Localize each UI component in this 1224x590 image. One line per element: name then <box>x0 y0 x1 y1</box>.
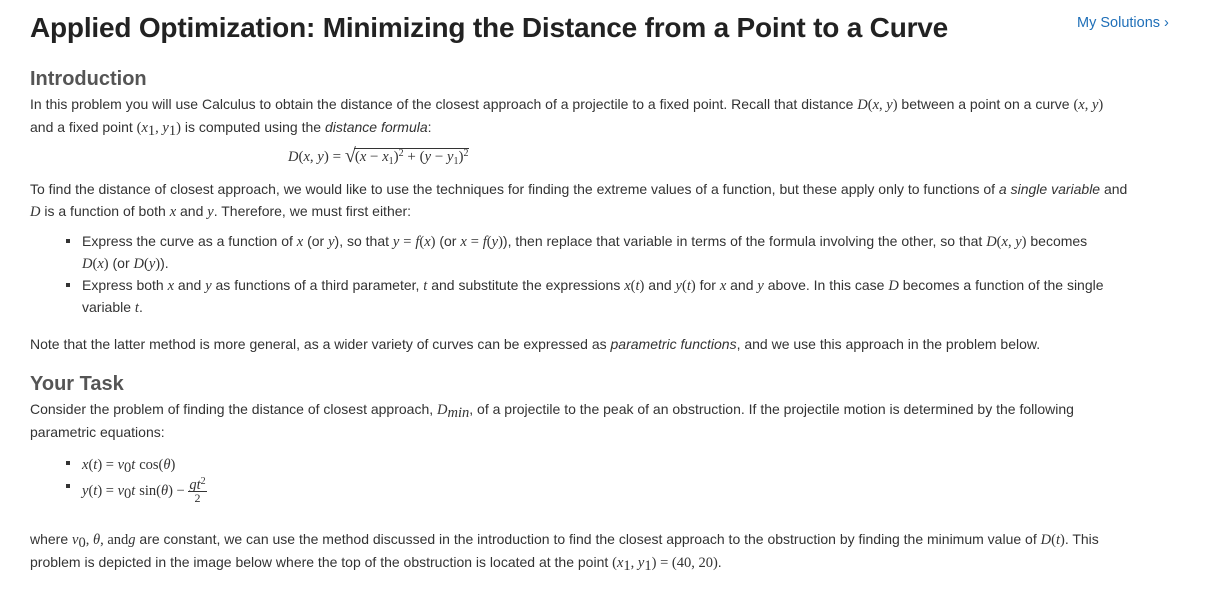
distance-formula: D(x, y) = √ $(x - x_1)^2 + (y - y_1)^2$ <box>288 145 469 167</box>
list-item: $y(t) = v_0t$ sin(θ) − $\frac{gt^2}{2}$ <box>82 476 1162 505</box>
method-list <box>82 231 1162 319</box>
task-paragraph-1: Consider the problem of finding the distance of closest approach, $D_{min}$, of a projectile to the peak of an obstruction. If the projectile motion is determined by the following parametric equations: <box>30 401 1074 440</box>
page-title: Applied Optimization: Minimizing the Distance from a Point to a Curve <box>30 12 949 43</box>
list-item: $x(t) = v_0t$ cos(θ) <box>82 453 1162 476</box>
intro-paragraph-2: To find the distance of closest approach, we would like to use the techniques for finding the extreme values of a function, but these apply only to functions of a single variable and D is a function of both x and y. Therefore, we must first either: <box>30 181 1128 220</box>
intro-paragraph-1: In this problem you will use Calculus to obtain the distance of the closest approach of a projectile to a fixed point. Recall that distance D(x, y) between a point on a curve (x, y) and a fixed point ($x_1$, $y_1$) is computed using the distance formula: <box>30 96 1104 139</box>
your-task-heading: Your Task <box>30 373 124 395</box>
intro-paragraph-3: Note that the latter method is more general, as a wider variety of curves can be expressed as parametric functions, and we use this approach in the problem below. <box>30 336 1041 352</box>
task-paragraph-2: where $v_0$, θ, andg are constant, we can use the method discussed in the introduction to find the closest approach to the obstruction by finding the minimum value of D(t). This problem is depicted in the image below where the top of the obstruction is located at the point ($x_1$, $y_1) = (40$, 20). <box>30 531 1099 574</box>
list-item: Express the curve as a function of x (or y), so that y = f(x) (or x = f(y)), then replace that variable in terms of the formula involving the other, so that D(x, y) becomes D(x) (or D(y)). <box>82 231 1162 275</box>
list-item: Express both x and y as functions of a third parameter, t and substitute the expressions x(t) and y(t) for x and y above. In this case D becomes a function of the single variable t. <box>82 275 1162 319</box>
parametric-equations-list <box>82 453 1162 505</box>
my-solutions-link[interactable]: My Solutions › <box>1077 15 1169 31</box>
introduction-heading: Introduction <box>30 68 147 90</box>
